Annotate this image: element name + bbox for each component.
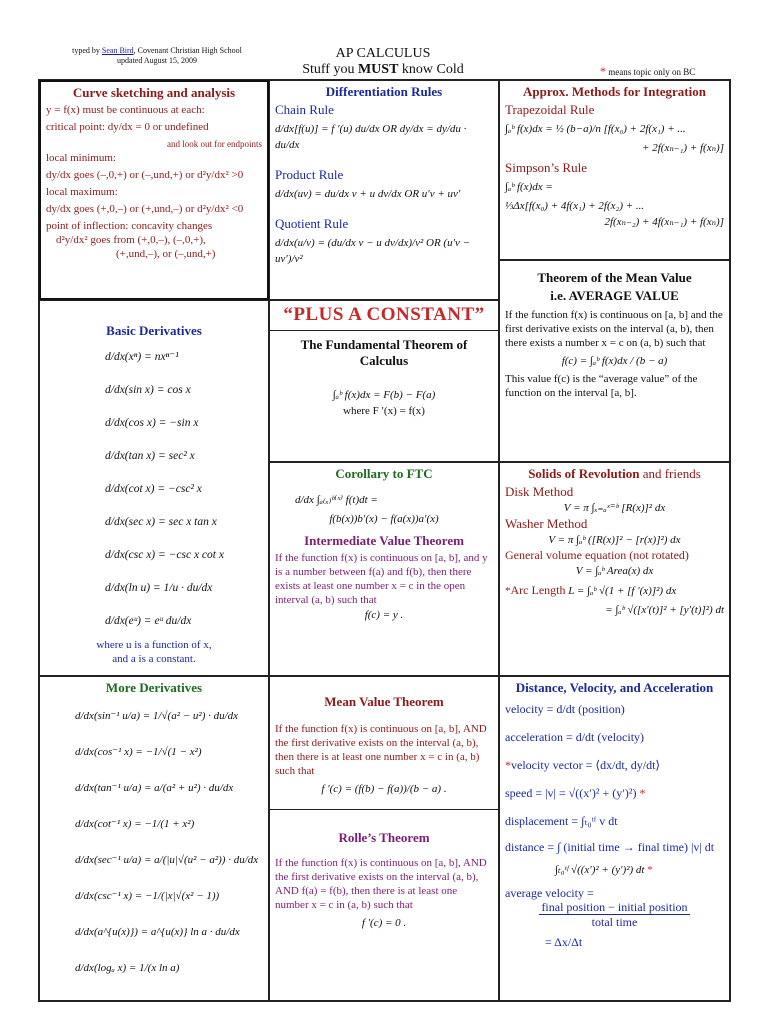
simpsons-eq-2: ⅓Δx[f(x₀) + 4f(x₁) + 2f(x₂) + ... <box>505 200 645 212</box>
basic-note-1: where u is a function of x, <box>96 639 212 651</box>
more-title: More Derivatives <box>105 680 203 695</box>
avg-velocity-label: average velocity = <box>505 886 594 900</box>
basic-rule: d/dx(ln u) = 1/u · du/dx <box>105 582 213 594</box>
ftc-box <box>269 300 499 462</box>
disk-label: Disk Method <box>505 484 574 499</box>
solids-box <box>499 462 730 676</box>
page-subtitle: Stuff you MUST know Cold <box>302 62 464 77</box>
differentiation-rules-box <box>269 80 499 300</box>
basic-rule: d/dx(csc x) = −csc x cot x <box>105 549 224 561</box>
basic-rules-list <box>45 341 263 638</box>
poi-rule-1: d²y/dx² goes from (+,0,–), (–,0,+), <box>56 234 206 246</box>
more-derivatives-box <box>39 676 269 1001</box>
school: , Covenant Christian High School <box>133 46 242 55</box>
rolle-text: If the function f(x) is continuous on [a, b], AND the first derivative exists on the interval (a, b), AND f(a) = f(b), then there is at least one number x = c in (a, b) such that <box>275 857 487 911</box>
avg-title-1: Theorem of the Mean Value <box>537 270 692 285</box>
general-volume-label: General volume equation (not rotated) <box>505 548 689 562</box>
updated-date: updated August 15, 2009 <box>117 56 197 65</box>
bc-legend <box>600 64 695 79</box>
product-rule-label: Product Rule <box>275 167 344 182</box>
more-rule: d/dx(sec⁻¹ u/a) = a/(|u|√(u² − a²)) · du/dx <box>75 854 259 866</box>
more-rule: d/dx(sin⁻¹ u/a) = 1/√(a² − u²) · du/dx <box>75 710 239 722</box>
curve-intro: y = f(x) must be continuous at each: <box>46 104 205 116</box>
basic-rule: d/dx(cot x) = −csc² x <box>105 483 202 495</box>
ivt-eq: f(c) = y . <box>364 609 404 621</box>
quotient-rule-label: Quotient Rule <box>275 216 349 231</box>
trapezoidal-eq-1: ∫ₐᵇ f(x)dx = ½ (b−a)/n [f(x₀) + 2f(x₁) + ... <box>505 123 686 135</box>
disk-eq: V = π ∫ₓ₌ₐˣ⁼ᵇ [R(x)]² dx <box>563 502 666 514</box>
local-min-rule: dy/dx goes (–,0,+) or (–,und,+) or d²y/dx² >0 <box>46 169 244 181</box>
mvt-eq: f ′(c) = (f(b) − f(a))/(b − a) . <box>321 783 447 795</box>
avg-eq: f(c) = ∫ₐᵇ f(x)dx / (b − a) <box>561 355 668 367</box>
local-max-label: local maximum: <box>46 186 118 198</box>
plus-a-constant: “PLUS A CONSTANT” <box>283 304 485 325</box>
basic-rule: d/dx(eᵘ) = eᵘ du/dx <box>105 615 192 627</box>
speed-def: speed = |v| = √((x′)² + (y′)²) * <box>505 786 646 800</box>
more-rule: d/dx(csc⁻¹ x) = −1/(|x|√(x² − 1)) <box>75 890 220 902</box>
displacement-def: displacement = ∫ₜ₀ᵗᶠ v dt <box>505 814 618 828</box>
arc-length-eq-2: = ∫ₐᵇ √([x′(t)]² + [y′(t)]²) dt <box>605 604 724 616</box>
basic-rule: d/dx(sin x) = cos x <box>105 384 191 396</box>
more-rule: d/dx(tan⁻¹ u/a) = a/(a² + u²) · du/dx <box>75 782 234 794</box>
corollary-ivt-box <box>269 462 499 676</box>
simpsons-eq-1: ∫ₐᵇ f(x)dx = <box>505 181 553 193</box>
diff-title: Differentiation Rules <box>325 84 443 99</box>
mvt-rolle-box <box>269 676 499 1001</box>
acceleration-def: acceleration = d/dt (velocity) <box>505 730 645 744</box>
arc-length-line: *Arc Length L = ∫ₐᵇ √(1 + [f ′(x)]²) dx <box>505 583 677 597</box>
mvt-text: If the function f(x) is continuous on [a, b], AND the first derivative exists on the interval (a, b), then there is at least one number x = c in (a, b) such that <box>275 723 487 777</box>
bc-star-icon: * <box>600 64 606 78</box>
page-title: AP CALCULUS <box>335 46 431 61</box>
basic-rule: d/dx(sec x) = sec x tan x <box>105 516 217 528</box>
avg-velocity-numerator: final position − initial position <box>541 900 688 914</box>
formula-sheet <box>38 79 731 1002</box>
basic-title: Basic Derivatives <box>106 323 202 338</box>
ivt-title: Intermediate Value Theorem <box>304 533 464 548</box>
more-rule: d/dx(cot⁻¹ x) = −1/(1 + x²) <box>75 818 195 830</box>
velocity-vector-def: *velocity vector = ⟨dx/dt, dy/dt⟩ <box>505 758 661 772</box>
simpsons-eq-3: 2f(xₙ₋₂) + 4f(xₙ₋₁) + f(xₙ)] <box>604 216 724 228</box>
page-header <box>268 46 498 78</box>
author-link[interactable]: Sean Bird <box>101 46 134 55</box>
curve-sketching-box <box>39 80 269 300</box>
local-max-rule: dy/dx goes (+,0,–) or (+,und,–) or d²y/dx² <0 <box>46 203 244 215</box>
dva-title: Distance, Velocity, and Acceleration <box>515 680 714 695</box>
poi-label: point of inflection: concavity changes <box>46 220 213 232</box>
corollary-eq-1: d/dx ∫ₐ₍ₓ₎ᵇ⁽ˣ⁾ f(t)dt = <box>295 494 378 506</box>
more-rules-list <box>45 698 263 986</box>
distance-def-2: ∫ₜ₀ᵗᶠ √((x′)² + (y′)²) dt * <box>555 864 653 876</box>
quotient-rule-eq: d/dx(u/v) = (du/dx v − u dv/dx)/v² OR (u′v − uv′)/v² <box>275 237 471 265</box>
poi-rule-2: (+,und,–), or (–,und,+) <box>116 248 216 260</box>
more-rule: d/dx(a^{u(x)}) = a^{u(x)} ln a · du/dx <box>75 926 240 938</box>
mvt-title: Mean Value Theorem <box>324 694 444 709</box>
corollary-title: Corollary to FTC <box>335 466 433 481</box>
basic-rule: d/dx(cos x) = −sin x <box>105 417 199 429</box>
rolle-title: Rolle’s Theorem <box>338 830 430 845</box>
basic-note-2: and a is a constant. <box>112 653 196 665</box>
velocity-def: velocity = d/dt (position) <box>505 702 625 716</box>
average-value-box <box>499 260 730 462</box>
more-rule: d/dx(cos⁻¹ x) = −1/√(1 − x²) <box>75 746 202 758</box>
avg-velocity-fraction <box>505 900 724 929</box>
product-rule-eq: d/dx(uv) = du/dx v + u dv/dx OR u′v + uv′ <box>275 188 461 200</box>
chain-rule-label: Chain Rule <box>275 102 334 117</box>
chain-rule-eq: d/dx[f(u)] = f ′(u) du/dx OR dy/dx = dy/du · du/dx <box>275 123 467 151</box>
washer-eq: V = π ∫ₐᵇ ([R(x)]² − [r(x)]²) dx <box>548 534 681 546</box>
typed-by: typed by <box>72 46 102 55</box>
approx-methods-box <box>499 80 730 260</box>
ftc-eq: ∫ₐᵇ f(x)dx = F(b) − F(a) <box>332 389 436 401</box>
local-min-label: local minimum: <box>46 152 116 164</box>
solids-title: Solids of Revolution and friends <box>528 466 701 481</box>
curve-title: Curve sketching and analysis <box>72 85 236 100</box>
ftc-title: The Fundamental Theorem of Calculus <box>300 337 468 368</box>
basic-rule: d/dx(tan x) = sec² x <box>105 450 195 462</box>
corollary-eq-2: f(b(x))b′(x) − f(a(x))a′(x) <box>329 513 439 525</box>
avg-after: This value f(c) is the “average value” of the function on the interval [a, b]. <box>505 373 698 399</box>
trapezoidal-label: Trapezoidal Rule <box>505 102 595 117</box>
endpoints-note: and look out for endpoints <box>167 139 262 149</box>
critical-point: critical point: dy/dx = 0 or undefined <box>46 121 209 133</box>
dva-box <box>499 676 730 1001</box>
basic-derivatives-box <box>39 300 269 676</box>
basic-rule: d/dx(xⁿ) = nxⁿ⁻¹ <box>105 351 179 363</box>
approx-title: Approx. Methods for Integration <box>523 84 706 99</box>
washer-label: Washer Method <box>505 516 588 531</box>
avg-title-2: i.e. AVERAGE VALUE <box>550 288 679 303</box>
general-volume-eq: V = ∫ₐᵇ Area(x) dx <box>575 565 654 577</box>
simpsons-label: Simpson’s Rule <box>505 160 587 175</box>
avg-text: If the function f(x) is continuous on [a, b] and the first derivative exists on the interval (a, b), then there exists a number x = c on (a, b) such that <box>505 309 723 349</box>
more-rule: d/dx(logₐ x) = 1/(x ln a) <box>75 962 180 974</box>
trapezoidal-eq-2: + 2f(xₙ₋₁) + f(xₙ)] <box>642 142 724 154</box>
avg-velocity-delta: = Δx/Δt <box>545 935 583 949</box>
ftc-where: where F ′(x) = f(x) <box>343 405 425 417</box>
avg-velocity-denominator: total time <box>591 915 638 929</box>
author-credit <box>62 46 252 66</box>
bc-note: means topic only on BC <box>606 67 696 77</box>
ivt-text: If the function f(x) is continuous on [a, b], and y is a number between f(a) and f(b), then there exists at least one number x = c in the open interval (a, b) such that <box>275 552 488 606</box>
distance-def: distance = ∫ (initial time → final time) |v| dt <box>505 840 715 854</box>
rolle-eq: f ′(c) = 0 . <box>361 917 407 929</box>
